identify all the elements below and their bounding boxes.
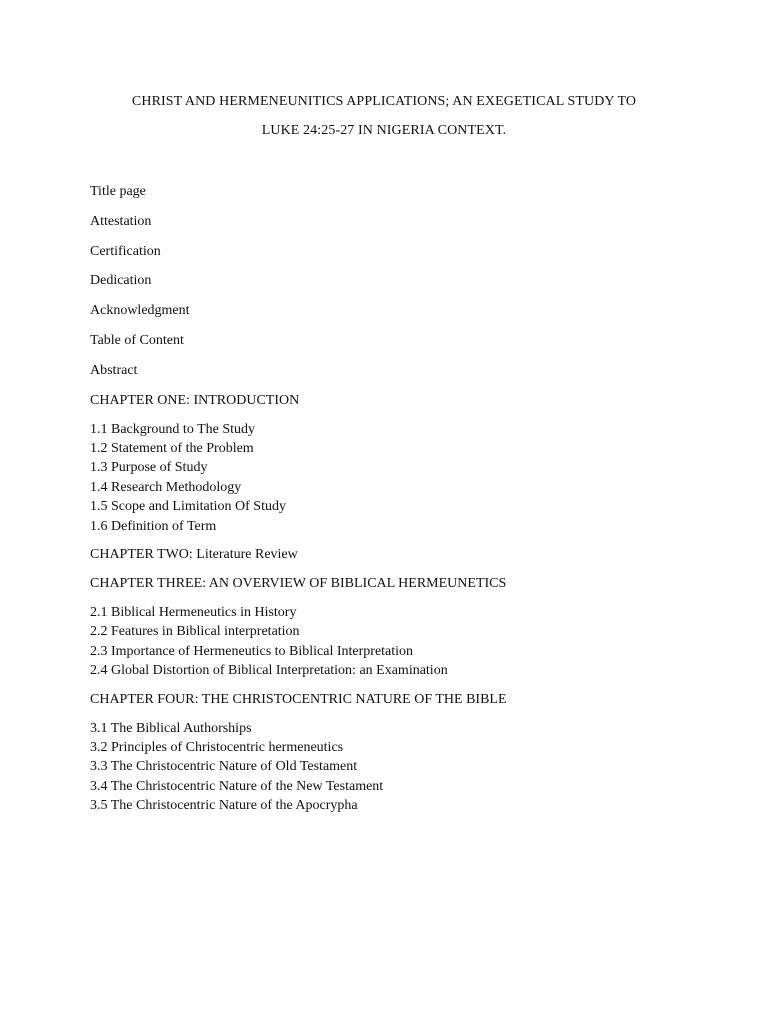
toc-front-dedication: Dedication	[90, 273, 152, 289]
toc-section: 1.5 Scope and Limitation Of Study	[90, 499, 286, 515]
toc-section: 2.2 Features in Biblical interpretation	[90, 624, 300, 640]
toc-front-acknowledgment: Acknowledgment	[90, 303, 190, 319]
toc-section: 1.4 Research Methodology	[90, 479, 242, 495]
toc-section: 3.4 The Christocentric Nature of the New Testament	[90, 778, 384, 794]
toc-section: 2.3 Importance of Hermeneutics to Biblical Interpretation	[90, 643, 414, 659]
chapter-three-sections	[90, 603, 730, 681]
chapter-heading-three: CHAPTER THREE: AN OVERVIEW OF BIBLICAL HERMEUNETICS	[90, 576, 507, 592]
toc-front-attestation: Attestation	[90, 213, 152, 229]
toc-section: 3.1 The Biblical Authorships	[90, 720, 252, 736]
document-title-line-2: LUKE 24:25-27 IN NIGERIA CONTEXT.	[261, 123, 507, 138]
toc-front-abstract: Abstract	[90, 362, 138, 378]
toc-front-certification: Certification	[90, 243, 161, 259]
toc-section: 1.1 Background to The Study	[90, 421, 256, 437]
chapter-heading-one: CHAPTER ONE: INTRODUCTION	[90, 392, 300, 408]
toc-section: 2.4 Global Distortion of Biblical Interpretation: an Examination	[90, 663, 448, 679]
toc-section: 1.6 Definition of Term	[90, 518, 217, 534]
toc-front-table-of-content: Table of Content	[90, 332, 184, 348]
table-of-contents	[90, 182, 730, 825]
toc-front-title-page: Title page	[90, 184, 146, 199]
chapter-heading-four: CHAPTER FOUR: THE CHRISTOCENTRIC NATURE OF THE BIBLE	[90, 691, 507, 707]
toc-section: 3.5 The Christocentric Nature of the Apocrypha	[90, 798, 358, 814]
chapter-heading-two: CHAPTER TWO: Literature Review	[90, 547, 298, 563]
chapter-one-sections	[90, 420, 730, 536]
toc-section: 1.2 Statement of the Problem	[90, 440, 254, 456]
chapter-four-sections	[90, 719, 730, 816]
toc-section: 1.3 Purpose of Study	[90, 460, 208, 476]
toc-section: 2.1 Biblical Hermeneutics in History	[90, 605, 297, 621]
toc-section: 3.3 The Christocentric Nature of Old Testament	[90, 759, 358, 775]
toc-section: 3.2 Principles of Christocentric hermeneutics	[90, 740, 344, 756]
document-title-line-1: CHRIST AND HERMENEUNITICS APPLICATIONS; AN EXEGETICAL STUDY TO	[131, 94, 637, 109]
